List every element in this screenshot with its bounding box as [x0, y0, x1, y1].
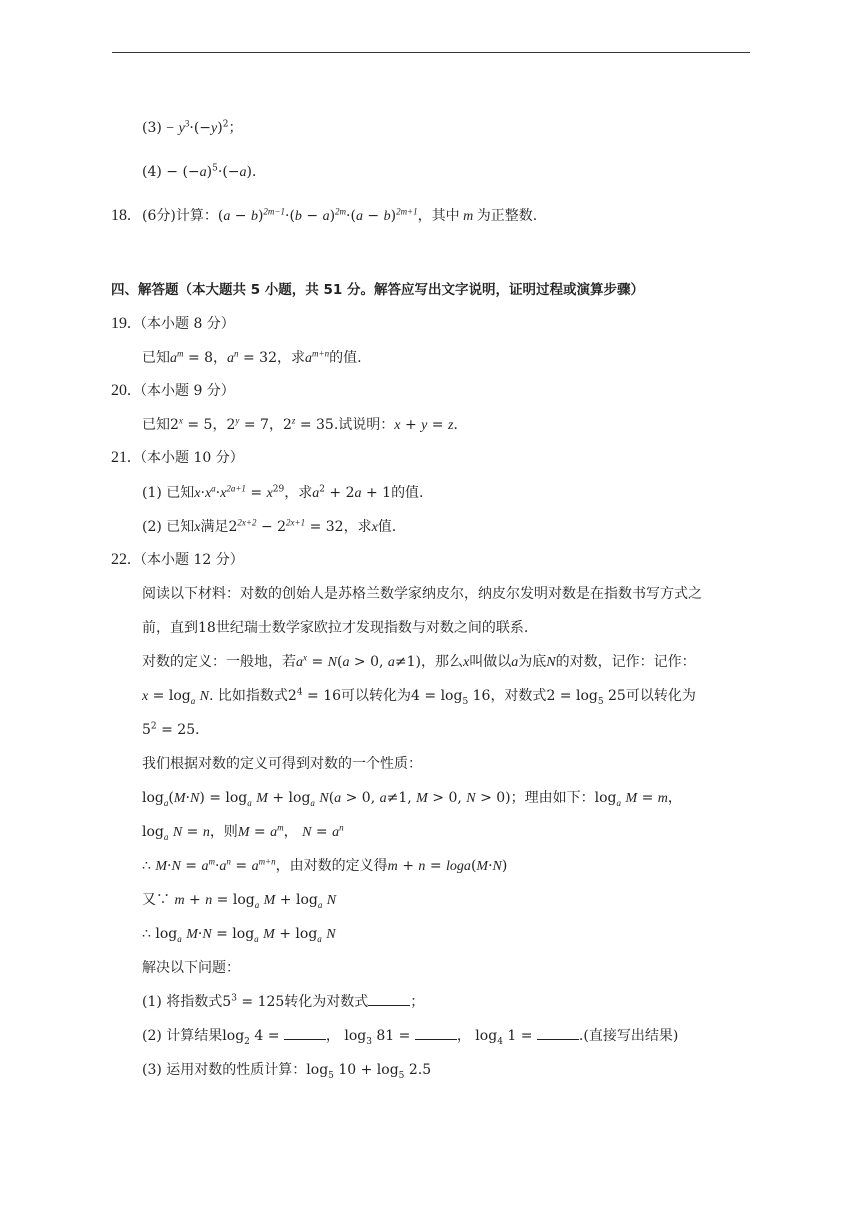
q21-head: （本小题 10 分）: [133, 450, 244, 466]
answer-blank[interactable]: [415, 1027, 457, 1040]
q21-part1: (1) 已知$x\cdot x^a\cdot x^{2a+1} = x^{29}$，求$a^2 + 2a + 1$的值.: [142, 483, 424, 501]
answer-blank[interactable]: [368, 993, 410, 1006]
q22-line6: 我们根据对数的定义可得到对数的一个性质：: [142, 756, 422, 772]
q22-number: 22.: [111, 551, 131, 568]
q22-line4: $x = \log_a N$. 比如指数式$2^4 = 16$可以转化为$4 = \log_5 16$，对数式$2 = \log_5 25$可以转化为: [142, 687, 696, 707]
q18-number: 18.: [111, 207, 131, 224]
q22-sub1: (1) 将指数式$5^3 = 125$转化为对数式 ；: [142, 993, 425, 1010]
q18-text: (6分)计算：$(a - b)^{2m-1}\cdot(b - a)^{2m}\cdot(a - b)^{2m+1}$，其中 m 为正整数.: [142, 206, 538, 224]
q22-line11: ∴ $\log_a M\cdot N = \log_a M + \log_a N$: [142, 926, 336, 944]
q20-number: 20.: [111, 382, 131, 399]
q22-line8: $\log_a N = n$，则$M = a^m$， $N = a^n$: [142, 822, 344, 842]
q22-line1: 阅读以下材料：对数的创始人是苏格兰数学家纳皮尔，纳皮尔发明对数是在指数书写方式之: [142, 586, 702, 602]
q22-line5: $5^2 = 25$．: [142, 721, 210, 738]
answer-blank[interactable]: [284, 1027, 326, 1040]
q17-part4: $(4) - (-a)^5\cdot(-a)$．: [142, 163, 266, 180]
q22-sub2: (2) 计算结果$\log_2 4$ = ， $\log_3 81$ = ， $\log_4 1$ = .(直接写出结果): [142, 1028, 679, 1047]
q20-head: （本小题 9 分）: [133, 383, 235, 399]
q19-number: 19.: [111, 315, 131, 332]
q21-part2: (2) 已知x满足$2^{2x+2} - 2^{2x+1} = 32$，求x值.: [142, 517, 397, 535]
q20-text: 已知$2^x = 5$，$2^y = 7$，$2^z = 35$.试说明：x + y = z．: [142, 415, 468, 433]
q22-line7: $\log_a(M\cdot N) = \log_a M + \log_a N(a > 0$, a≠1, M > 0, N > 0)；理由如下：$\log_a M = m$，: [142, 790, 682, 808]
q17-part3: $(3) - y^3\cdot(-y)^2$；: [142, 118, 243, 136]
q22-line9: ∴ $M\cdot N = a^m\cdot a^n = a^{m+n}$，由对数的定义得m + n = loga(M·N): [142, 856, 508, 874]
q22-sub3: (3) 运用对数的性质计算：$\log_5 10 + \log_5 2.5$: [142, 1062, 432, 1081]
q22-line3: 对数的定义：一般地，若$a^x = N(a > 0$, a≠1)，那么x叫做以a为底N的对数，记作：记作：: [142, 652, 696, 670]
answer-blank[interactable]: [537, 1027, 579, 1040]
q22-head: （本小题 12 分）: [133, 552, 244, 568]
q21-number: 21.: [111, 449, 131, 466]
q19-text: 已知$a^m = 8$，$a^n = 32$，求$a^{m+n}$的值.: [142, 348, 362, 366]
q22-line10: 又∵ $m + n = \log_a M + \log_a N$: [142, 892, 337, 910]
section-title: 四、解答题（本大题共 5 小题，共 51 分。解答应写出文字说明，证明过程或演算步骤）: [111, 282, 644, 298]
q22-line12: 解决以下问题：: [142, 960, 240, 976]
q22-line2: 前，直到18世纪瑞士数学家欧拉才发现指数与对数之间的联系.: [142, 620, 529, 636]
q19-head: （本小题 8 分）: [133, 316, 235, 332]
header-rule: [112, 52, 750, 53]
